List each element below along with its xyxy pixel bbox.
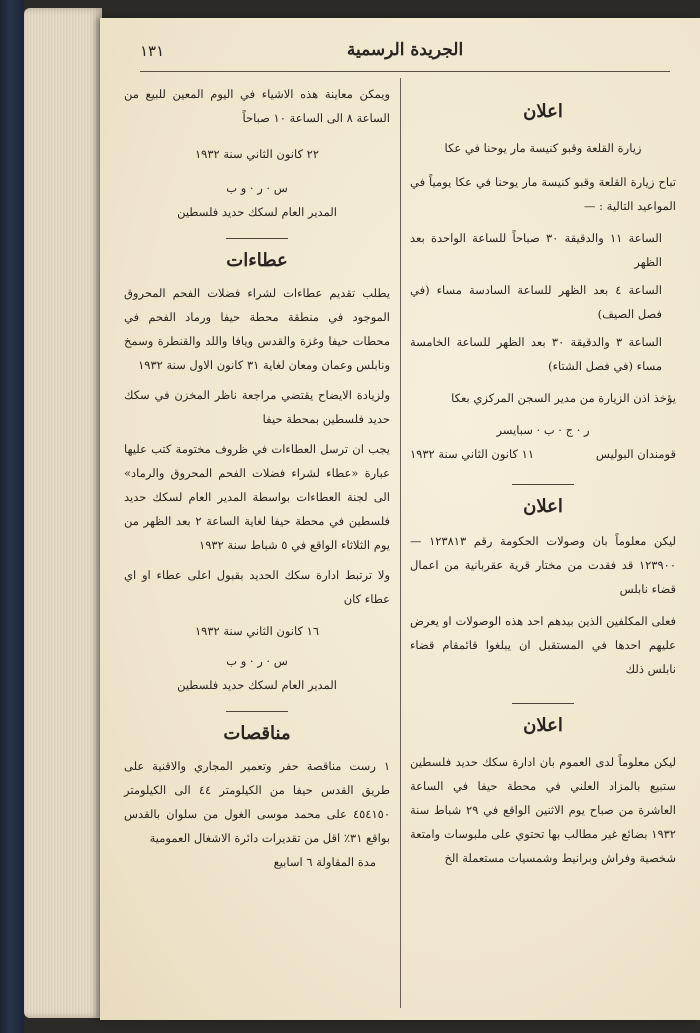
signature-line	[410, 442, 676, 466]
gazette-title: الجريدة الرسمية	[346, 40, 464, 60]
schedule-item: الساعة ١١ والدقيقة ٣٠ صباحاً للساعة الواحدة بعد الظهر	[410, 231, 662, 269]
permit-note: يؤخذ اذن الزيارة من مدير السجن المركزي بعكا	[451, 391, 676, 405]
signature-initials: س · ر · و ب	[226, 181, 288, 195]
notice-date: ٢٢ كانون الثاني سنة ١٩٣٢	[195, 147, 319, 161]
separator	[512, 484, 574, 485]
notice-heading: اعلان	[523, 715, 563, 736]
schedule-item: الساعة ٤ بعد الظهر للساعة السادسة مساء (في فصل الصيف)	[410, 283, 662, 321]
separator	[226, 711, 288, 712]
left-column	[124, 82, 390, 874]
separator	[512, 703, 574, 704]
separator	[226, 238, 288, 239]
signer-title: المدير العام لسكك حديد فلسطين	[177, 678, 337, 692]
column-divider	[400, 78, 401, 1008]
page-edges	[24, 8, 102, 1018]
page-number: ١٣١	[140, 42, 165, 60]
tender-paragraph: يجب ان ترسل العطاءات في ظروف مختومة كتب عليها عبارة «عطاء لشراء فضلات الفحم المحروق والرماد» الى لجنة العطاءات بواسطة المدير العام لسكك حديد فلسطين في محطة حيفا لغاية الساعة ٢ بعد الظهر من يوم الثلاثاء الواقع في ٥ شباط سنة ١٩٣٢	[124, 442, 390, 552]
auctions-section	[124, 722, 390, 874]
notice-intro: تباح زيارة القلعة وقبو كنيسة مار يوحنا في عكا يومياً في المواعيد التالية : —	[410, 175, 676, 213]
header-rule	[140, 71, 670, 72]
tender-date: ١٦ كانون الثاني سنة ١٩٣٢	[195, 624, 319, 638]
notice-paragraph: ليكن معلوماً بان وصولات الحكومة رقم ١٢٣٨١٣ — ١٢٣٩٠٠ قد فقدت من مختار قرية عقربانية من اعمال قضاء نابلس	[410, 534, 677, 596]
gazette-page	[100, 18, 700, 1020]
schedule-item: الساعة ٣ والدقيقة ٣٠ بعد الظهر للساعة الخامسة مساء (في فصل الشتاء)	[410, 335, 662, 373]
tender-paragraph: ولزيادة الايضاح يقتضي مراجعة ناظر المخزن في سكك حديد فلسطين بمحطة حيفا	[124, 388, 390, 426]
notice-lost-receipts	[410, 495, 676, 681]
notice-heading: اعلان	[523, 101, 563, 122]
continued-paragraph: ويمكن معاينة هذه الاشياء في اليوم المعين للبيع من الساعة ٨ الى الساعة ١٠ صباحاً	[124, 87, 390, 125]
notice-paragraph: ليكن معلوماً لدى العموم بان ادارة سكك حديد فلسطين ستبيع بالمزاد العلني في محطة حيفا في الساعة العاشرة من صباح يوم الاثنين الواقع في ٢٩ شباط سنة ١٩٣٢ بضائع غير مطالب بها تحتوي على ملبوسات وامتعة شخصية وفراش وبرانيط وشمسيات مستعملة الخ	[410, 755, 677, 865]
tender-paragraph: ولا ترتبط ادارة سكك الحديد بقبول اعلى عطاء او اي عطاء كان	[124, 568, 390, 606]
signature-name: ر · ج · ب · سبايسر	[496, 423, 590, 437]
notice-subtitle: زيارة القلعة وقبو كنيسة مار يوحنا في عكا	[444, 141, 642, 155]
tenders-section	[124, 249, 390, 697]
contract-duration: مدة المقاولة ٦ اسابيع	[273, 855, 376, 869]
book-binding	[0, 0, 24, 1033]
notice-railway-auction	[410, 714, 676, 870]
section-heading: مناقصات	[223, 723, 291, 744]
notice-heading: اعلان	[523, 496, 563, 517]
signature-initials: س · ر · و ب	[226, 654, 288, 668]
notice-date: ١١ كانون الثاني سنة ١٩٣٢	[410, 447, 534, 461]
auction-item: ١ رست مناقصة حفر وتعمير المجاري والاقنية على طريق القدس حيفا من الكيلومتر ٤٤ الى الكيلومتر ٤٥٤١٥٠ على محمد موسى الغول من سلوان بالقدس بواقع ٣١٪ اقل من تقديرات دائرة الاشغال العمومية	[124, 759, 391, 845]
signer-title: المدير العام لسكك حديد فلسطين	[177, 205, 337, 219]
tender-paragraph: يطلب تقديم عطاءات لشراء فضلات الفحم المحروق الموجود في منطقة محطة حيفا ورماد الفحم في محطات حيفا وغزة والقدس ويافا واللد والقنطرة وسمخ ونابلس وعمان ومعان لغاية ٣١ كانون الاول سنة ١٩٣٢	[124, 286, 390, 372]
notice-acre-visits	[410, 100, 676, 466]
section-heading: عطاءات	[226, 250, 288, 271]
page-header	[140, 34, 670, 72]
signer-title: قومندان البوليس	[595, 447, 676, 461]
notice-paragraph: فعلى المكلفين الذين بيدهم احد هذه الوصولات او يعرض عليهم احدها في المستقبل ان يبلغوا قائمقام قضاء نابلس ذلك	[410, 614, 676, 676]
right-column	[410, 82, 676, 870]
